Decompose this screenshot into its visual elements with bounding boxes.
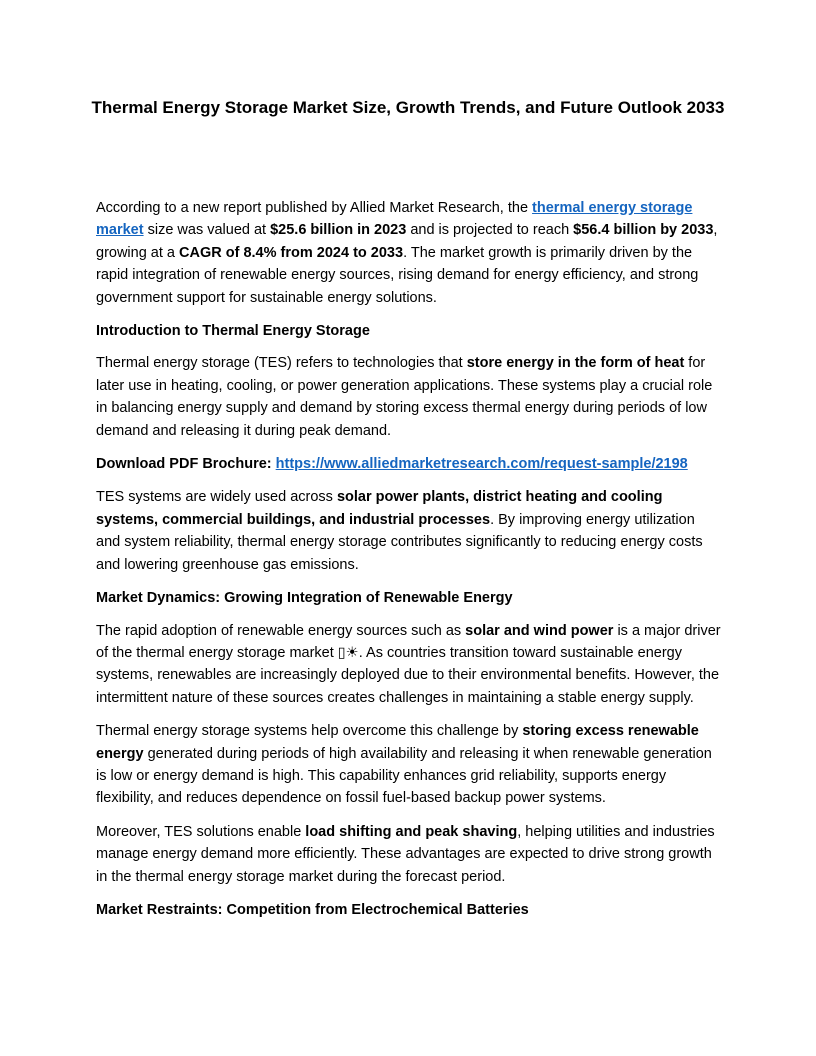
dynamics2-text-2: generated during periods of high availability and releasing it when renewable generation is low or energy demand is high. This capability enhances grid reliability, supports energy flexibility, and reduces dependence on fossil fuel-based backup power systems. <box>96 745 712 807</box>
dynamics3-text-1: Moreover, TES solutions enable <box>96 823 306 840</box>
dynamics3-bold: load shifting and peak shaving <box>305 823 518 840</box>
market-report-link[interactable]: thermal energy storage market <box>96 200 693 239</box>
tes-def-text-1: Thermal energy storage (TES) refers to technologies that <box>96 355 467 372</box>
tes-usage-paragraph <box>96 486 721 576</box>
intro-paragraph <box>96 197 721 309</box>
dynamics1-bold: solar and wind power <box>465 622 614 639</box>
tes-definition-paragraph <box>96 352 721 442</box>
intro-text-1: According to a new report published by Allied Market Research, the <box>96 200 533 216</box>
missing-glyph-and-sun-icon: ▯☀ <box>337 644 359 661</box>
intro-text-5: . The market growth is primarily driven by the rapid integration of renewable energy sources, rising demand for energy efficiency, and strong government support for sustainable energy solutions. <box>96 244 699 306</box>
dynamics-paragraph-2 <box>96 720 721 810</box>
heading-introduction: Introduction to Thermal Energy Storage <box>96 323 370 340</box>
document-body <box>96 197 721 931</box>
tes-use-text-1: TES systems are widely used across <box>96 489 337 506</box>
dynamics3-text-2: , helping utilities and industries manage energy demand more efficiently. These advantages are expected to drive strong growth in the thermal energy storage market during the forecast period. <box>96 823 715 885</box>
intro-text-2: size was valued at <box>143 222 271 239</box>
cagr-value: CAGR of 8.4% from 2024 to 2033 <box>179 244 404 261</box>
dynamics-paragraph-3 <box>96 821 721 888</box>
tes-def-text-2: for later use in heating, cooling, or power generation applications. These systems play a crucial role in balancing energy supply and demand by storing excess thermal energy during periods of low demand and releasing it during peak demand. <box>96 355 713 439</box>
intro-text-3: and is projected to reach <box>406 222 574 239</box>
dynamics1-text-2: is a major driver of the thermal energy storage market <box>96 622 721 661</box>
download-brochure-link[interactable]: https://www.alliedmarketresearch.com/request-sample/2198 <box>275 456 688 473</box>
dynamics2-text-1: Thermal energy storage systems help overcome this challenge by <box>96 723 523 740</box>
tes-use-text-2: . By improving energy utilization and system reliability, thermal energy storage contributes significantly to reducing energy costs and lowering greenhouse gas emissions. <box>96 511 703 573</box>
heading-market-restraints: Market Restraints: Competition from Electrochemical Batteries <box>96 901 529 918</box>
document-title: Thermal Energy Storage Market Size, Growth Trends, and Future Outlook 2033 <box>91 98 725 117</box>
dynamics1-text-1: The rapid adoption of renewable energy sources such as <box>96 622 466 639</box>
dynamics2-bold: storing excess renewable energy <box>96 723 699 762</box>
tes-use-bold: solar power plants, district heating and cooling systems, commercial buildings, and industrial processes <box>96 489 663 528</box>
market-value-2023: $25.6 billion in 2023 <box>270 222 407 239</box>
dynamics-paragraph-1 <box>96 620 721 710</box>
download-label: Download PDF Brochure: <box>96 456 276 473</box>
heading-market-dynamics: Market Dynamics: Growing Integration of Renewable Energy <box>96 590 513 607</box>
intro-text-4: , growing at a <box>96 222 718 261</box>
tes-def-bold: store energy in the form of heat <box>466 355 685 372</box>
dynamics1-text-3: . As countries transition toward sustainable energy systems, renewables are increasingly deployed due to their environmental benefits. However, the intermittent nature of these sources creates challenges in maintaining a stable energy supply. <box>96 644 720 706</box>
market-value-2033: $56.4 billion by 2033 <box>573 222 714 239</box>
download-brochure-paragraph <box>96 453 721 475</box>
